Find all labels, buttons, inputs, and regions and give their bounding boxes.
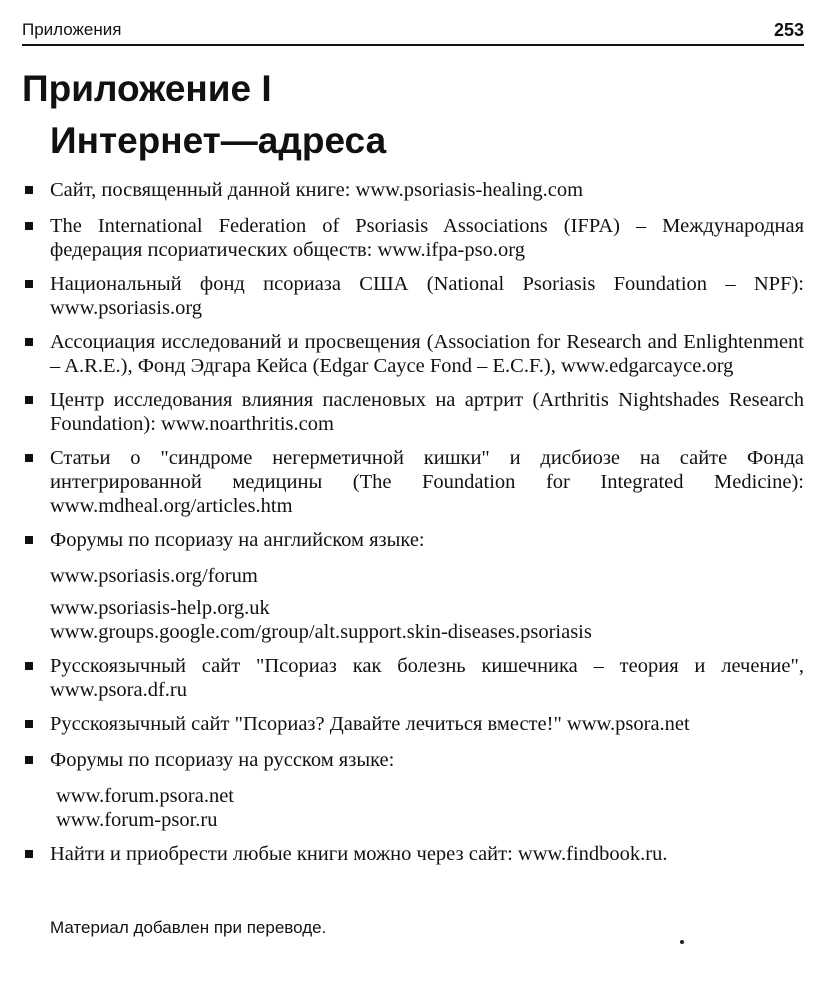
list-item bbox=[22, 654, 804, 702]
section-title: Приложения bbox=[22, 20, 122, 39]
bullet-icon bbox=[25, 280, 33, 288]
bullet-icon bbox=[25, 222, 33, 230]
list-item-text: Русскоязычный сайт "Псориаз? Давайте лечиться вместе!" www.psora.net bbox=[50, 713, 690, 735]
english-forums-list bbox=[22, 564, 804, 644]
resource-list-final bbox=[22, 842, 804, 866]
appendix-title: Приложение I bbox=[22, 68, 272, 109]
appendix-subtitle: Интернет—адреса bbox=[50, 120, 387, 161]
bullet-icon bbox=[25, 186, 33, 194]
content bbox=[22, 178, 804, 876]
resource-list bbox=[22, 178, 804, 552]
bullet-icon bbox=[25, 662, 33, 670]
bullet-icon bbox=[25, 756, 33, 764]
translator-note: Материал добавлен при переводе. bbox=[50, 918, 327, 937]
forum-url: www.forum-psor.ru bbox=[56, 809, 218, 831]
list-item bbox=[22, 842, 804, 866]
scan-speck bbox=[680, 940, 684, 944]
list-item bbox=[22, 330, 804, 378]
list-item bbox=[22, 528, 804, 552]
bullet-icon bbox=[25, 720, 33, 728]
list-item bbox=[22, 178, 804, 202]
bullet-icon bbox=[25, 396, 33, 404]
list-item bbox=[22, 214, 804, 262]
bullet-icon bbox=[25, 536, 33, 544]
list-item bbox=[22, 388, 804, 436]
forum-url: www.forum.psora.net bbox=[56, 785, 235, 807]
forum-url: www.groups.google.com/group/alt.support.skin-diseases.psoriasis bbox=[50, 621, 592, 643]
bullet-icon bbox=[25, 338, 33, 346]
list-item-text: Центр исследования влияния пасленовых на артрит (Arthritis Nightshades Research Foundation): www.noarthritis.com bbox=[50, 389, 804, 435]
bullet-icon bbox=[25, 850, 33, 858]
page-number: 253 bbox=[773, 20, 804, 40]
resource-list-continued bbox=[22, 654, 804, 772]
list-item-text: Национальный фонд псориаза США (National Psoriasis Foundation – NPF): www.psoriasis.org bbox=[50, 273, 804, 319]
list-item bbox=[22, 748, 804, 772]
russian-forums-list bbox=[22, 784, 804, 832]
forum-url: www.psoriasis-help.org.uk bbox=[50, 597, 270, 619]
list-item bbox=[22, 272, 804, 320]
forum-url: www.psoriasis.org/forum bbox=[50, 565, 258, 587]
list-item-text: Русскоязычный сайт "Псориаз как болезнь кишечника – теория и лечение", www.psora.df.ru bbox=[50, 655, 804, 701]
running-header bbox=[22, 18, 804, 46]
list-item bbox=[22, 446, 804, 518]
list-item-text: Статьи о "синдроме негерметичной кишки" и дисбиозе на сайте Фонда интегрированной медицины (The Foundation for Integrated Medicine): www.mdheal.org/articles.htm bbox=[50, 447, 804, 517]
list-item-text: Сайт, посвященный данной книге: www.psoriasis-healing.com bbox=[50, 179, 584, 201]
list-item-text: Найти и приобрести любые книги можно через сайт: www.findbook.ru. bbox=[50, 843, 668, 865]
bullet-icon bbox=[25, 454, 33, 462]
list-item-text: Форумы по псориазу на английском языке: bbox=[50, 529, 425, 551]
list-item-text: The International Federation of Psoriasis Associations (IFPA) – Международная федерация псориатических обществ: www.ifpa-pso.org bbox=[50, 215, 804, 261]
list-item-text: Форумы по псориазу на русском языке: bbox=[50, 749, 395, 771]
list-item-text: Ассоциация исследований и просвещения (Association for Research and Enlightenment – A.R.E.), Фонд Эдгара Кейса (Edgar Cayce Fond – E.C.F.), www.edgarcayce.org bbox=[50, 331, 804, 377]
list-item bbox=[22, 712, 804, 736]
